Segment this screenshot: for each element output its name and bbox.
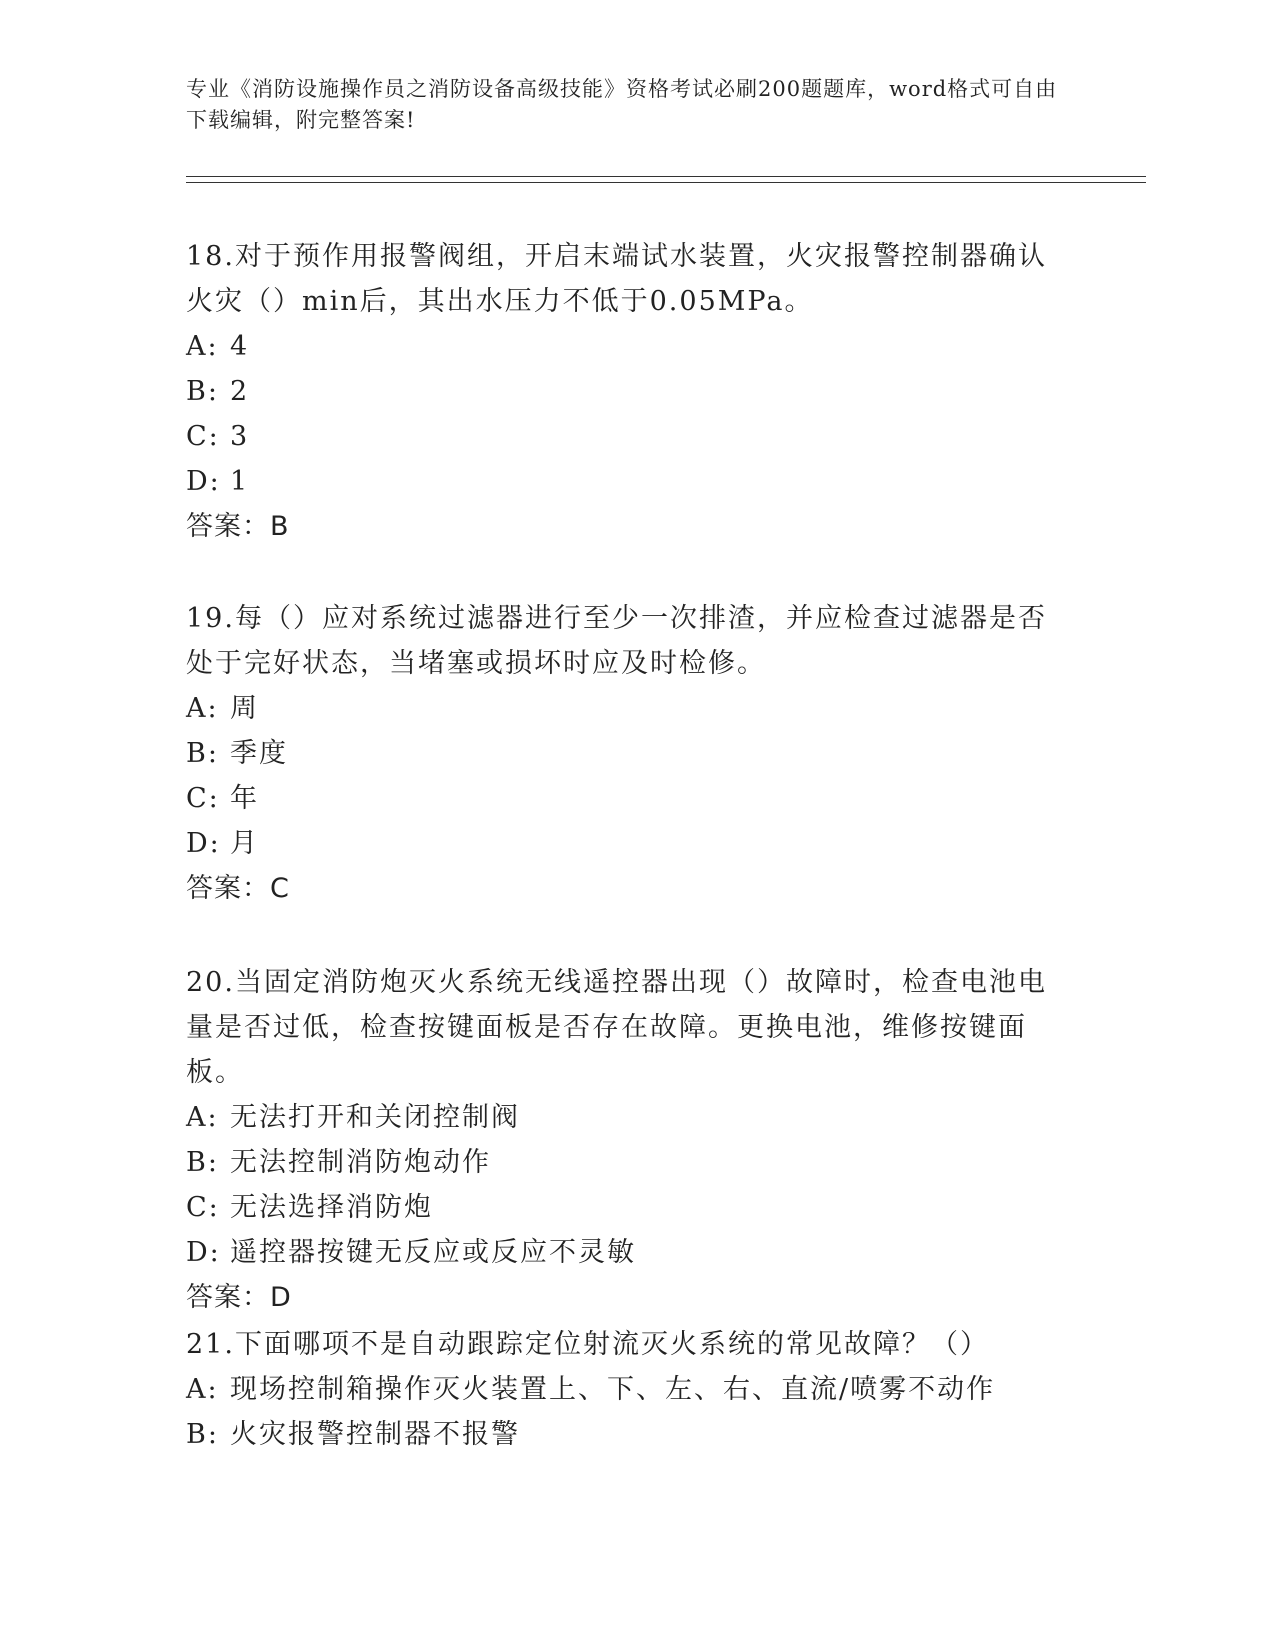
- option-key: D:: [186, 1237, 221, 1268]
- option-text: 现场控制箱操作灭火装置上、下、左、右、直流/喷雾不动作: [230, 1374, 996, 1405]
- option-a: [186, 686, 1066, 731]
- option-key: C:: [186, 421, 220, 452]
- answer-label: 答案：C: [186, 873, 290, 904]
- option-text: 火灾报警控制器不报警: [230, 1419, 520, 1450]
- option-text: 年: [230, 783, 259, 814]
- option-key: C:: [186, 783, 220, 814]
- option-b: [186, 369, 1066, 414]
- question-stem: 18.对于预作用报警阀组，开启末端试水装置，火灾报警控制器确认火灾（）min后，其出水压力不低于0.05MPa。: [186, 241, 1047, 317]
- question-19: [186, 596, 1066, 911]
- option-text: 无法控制消防炮动作: [230, 1147, 491, 1178]
- answer-label: 答案：B: [186, 511, 290, 542]
- question-stem: 19.每（）应对系统过滤器进行至少一次排渣，并应检查过滤器是否处于完好状态，当堵塞或损坏时应及时检修。: [186, 603, 1047, 679]
- option-d: [186, 821, 1066, 866]
- question-18: [186, 234, 1066, 549]
- option-text: 1: [230, 466, 250, 497]
- option-key: B:: [186, 738, 219, 769]
- option-c: [186, 414, 1066, 459]
- option-text: 遥控器按键无反应或反应不灵敏: [230, 1237, 636, 1268]
- option-b: [186, 731, 1066, 776]
- option-d: [186, 1230, 1066, 1275]
- option-text: 周: [230, 693, 259, 724]
- option-key: A:: [186, 1374, 219, 1405]
- option-key: A:: [186, 693, 219, 724]
- option-key: B:: [186, 1419, 219, 1450]
- answer-label: 答案：D: [186, 1282, 292, 1313]
- option-c: [186, 1185, 1066, 1230]
- option-text: 无法打开和关闭控制阀: [230, 1102, 520, 1133]
- option-a: [186, 1095, 1066, 1140]
- header-divider-bottom: [186, 182, 1146, 183]
- option-key: A:: [186, 331, 219, 362]
- question-stem: 20.当固定消防炮灭火系统无线遥控器出现（）故障时，检查电池电量是否过低，检查按键面板是否存在故障。更换电池，维修按键面板。: [186, 967, 1047, 1088]
- option-key: D:: [186, 466, 221, 497]
- question-stem: 21.下面哪项不是自动跟踪定位射流灭火系统的常见故障？（）: [186, 1329, 989, 1360]
- option-text: 月: [230, 828, 259, 859]
- option-a: [186, 324, 1066, 369]
- question-20: [186, 960, 1066, 1320]
- option-key: C:: [186, 1192, 220, 1223]
- document-header: 专业《消防设施操作员之消防设备高级技能》资格考试必刷200题题库，word格式可自由下载编辑，附完整答案!: [186, 77, 1058, 132]
- question-21: [186, 1322, 1066, 1457]
- option-key: B:: [186, 1147, 219, 1178]
- option-b: [186, 1412, 1066, 1457]
- option-a: [186, 1367, 1066, 1412]
- option-text: 2: [230, 376, 250, 407]
- header-divider-top: [186, 176, 1146, 177]
- option-text: 季度: [230, 738, 288, 769]
- option-text: 3: [230, 421, 250, 452]
- option-d: [186, 459, 1066, 504]
- option-c: [186, 776, 1066, 821]
- option-text: 4: [230, 331, 250, 362]
- option-key: B:: [186, 376, 219, 407]
- option-b: [186, 1140, 1066, 1185]
- option-key: A:: [186, 1102, 219, 1133]
- option-key: D:: [186, 828, 221, 859]
- option-text: 无法选择消防炮: [230, 1192, 433, 1223]
